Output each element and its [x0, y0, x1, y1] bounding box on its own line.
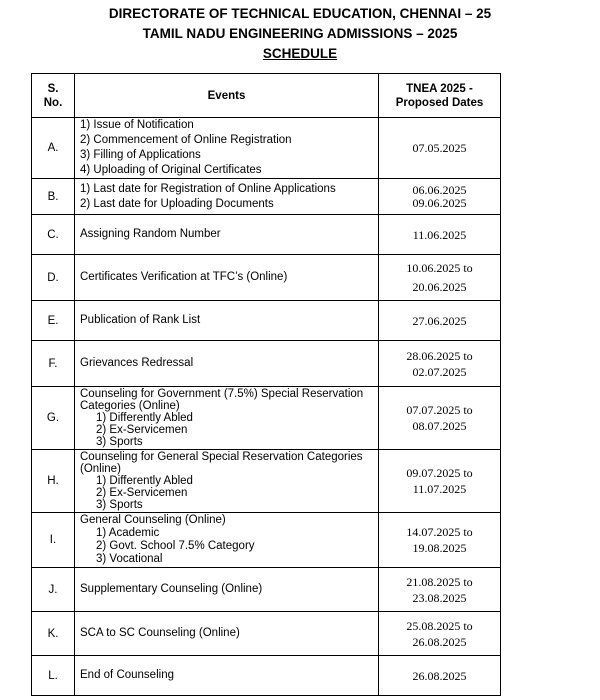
- date-line: 23.08.2025: [412, 590, 467, 605]
- row-dates: [379, 215, 501, 255]
- row-events: [75, 612, 379, 656]
- event-line: 2) Ex-Servicemen: [96, 424, 188, 436]
- event-line: 2) Ex-Servicemen: [96, 487, 188, 499]
- table-row: [32, 179, 501, 215]
- event-line: 3) Sports: [96, 436, 143, 448]
- event-line: Publication of Rank List: [80, 314, 201, 327]
- row-dates: [379, 255, 501, 301]
- event-line: 2) Commencement of Online Registration: [80, 134, 292, 146]
- row-events: [75, 450, 379, 513]
- row-sno: E.: [32, 301, 75, 341]
- row-dates: [379, 301, 501, 341]
- row-sno: F.: [32, 341, 75, 387]
- event-line: SCA to SC Counseling (Online): [80, 627, 240, 640]
- date-line: 09.06.2025: [412, 195, 467, 210]
- table-row: [32, 568, 501, 612]
- row-events: [75, 513, 379, 568]
- row-events: [75, 255, 379, 301]
- dates-header: [379, 74, 501, 118]
- date-line: 02.07.2025: [412, 364, 467, 379]
- event-line: 2) Govt. School 7.5% Category: [96, 540, 255, 552]
- row-dates: [379, 450, 501, 513]
- sno-header-line-1: S.: [47, 82, 59, 95]
- date-line: 19.08.2025: [412, 541, 467, 555]
- event-line: 2) Last date for Uploading Documents: [80, 197, 274, 210]
- events-header-label: Events: [207, 89, 246, 102]
- date-line: 08.07.2025: [412, 419, 467, 433]
- date-line: 27.06.2025: [412, 313, 467, 328]
- table-row: [32, 215, 501, 255]
- date-line: 10.06.2025 to: [406, 260, 473, 275]
- row-dates: [379, 387, 501, 450]
- event-line: Certificates Verification at TFC’s (Online): [80, 271, 288, 284]
- row-events: [75, 179, 379, 215]
- row-sno: D.: [32, 255, 75, 301]
- header-line-2: TAMIL NADU ENGINEERING ADMISSIONS – 2025: [142, 26, 458, 41]
- event-line: 1) Differently Abled: [96, 412, 193, 424]
- event-line: 1) Differently Abled: [96, 475, 193, 487]
- row-dates: [379, 179, 501, 215]
- table-row: [32, 450, 501, 513]
- date-line: 09.07.2025 to: [406, 466, 473, 480]
- row-dates: [379, 656, 501, 696]
- row-sno: H.: [32, 450, 75, 513]
- date-line: 20.06.2025: [412, 279, 467, 294]
- event-line: 3) Filling of Applications: [80, 149, 201, 161]
- table-row: [32, 341, 501, 387]
- row-sno: B.: [32, 179, 75, 215]
- date-line: 06.06.2025: [412, 182, 467, 197]
- event-line: Supplementary Counseling (Online): [80, 583, 263, 596]
- event-line: 3) Sports: [96, 499, 143, 511]
- event-line: 1) Issue of Notification: [80, 119, 194, 131]
- event-line: Categories (Online): [80, 400, 180, 412]
- row-sno: A.: [32, 118, 75, 179]
- row-sno: K.: [32, 612, 75, 656]
- table-header-row: [32, 74, 501, 118]
- row-events: [75, 215, 379, 255]
- event-line: Counseling for Government (7.5%) Special Reservation: [80, 388, 364, 400]
- schedule-title: SCHEDULE: [262, 46, 338, 61]
- row-events: [75, 301, 379, 341]
- row-dates: [379, 341, 501, 387]
- row-dates: [379, 513, 501, 568]
- row-dates: [379, 118, 501, 179]
- event-line: 1) Last date for Registration of Online Applications: [80, 182, 336, 195]
- row-dates: [379, 612, 501, 656]
- date-line: 28.06.2025 to: [406, 348, 473, 363]
- table-row: [32, 513, 501, 568]
- sno-header-line-2: No.: [43, 96, 63, 109]
- date-line: 26.08.2025: [412, 668, 467, 683]
- row-events: [75, 118, 379, 179]
- row-sno: J.: [32, 568, 75, 612]
- event-line: 1) Academic: [96, 527, 160, 539]
- event-line: General Counseling (Online): [80, 514, 226, 526]
- date-line: 21.08.2025 to: [406, 574, 473, 589]
- event-line: Grievances Redressal: [80, 357, 194, 370]
- dates-header-line-2: Proposed Dates: [395, 96, 484, 109]
- row-sno: I.: [32, 513, 75, 568]
- event-line: (Online): [80, 463, 121, 475]
- table-row: [32, 387, 501, 450]
- date-line: 14.07.2025 to: [406, 525, 473, 539]
- date-line: 25.08.2025 to: [406, 618, 473, 633]
- header-line-1: DIRECTORATE OF TECHNICAL EDUCATION, CHENNAI – 25: [108, 6, 492, 21]
- schedule-table: [31, 73, 501, 696]
- row-events: [75, 656, 379, 696]
- event-line: Assigning Random Number: [80, 228, 221, 241]
- dates-header-line-1: TNEA 2025 -: [406, 82, 473, 95]
- date-line: 07.05.2025: [412, 141, 467, 155]
- table-row: [32, 656, 501, 696]
- row-events: [75, 568, 379, 612]
- date-line: 26.08.2025: [412, 634, 467, 649]
- date-line: 07.07.2025 to: [406, 403, 473, 417]
- table-row: [32, 301, 501, 341]
- table-row: [32, 118, 501, 179]
- table-row: [32, 255, 501, 301]
- row-events: [75, 387, 379, 450]
- row-events: [75, 341, 379, 387]
- row-dates: [379, 568, 501, 612]
- date-line: 11.06.2025: [412, 227, 467, 242]
- table-row: [32, 612, 501, 656]
- date-line: 11.07.2025: [412, 482, 467, 496]
- event-line: 3) Vocational: [96, 553, 163, 565]
- event-line: 4) Uploading of Original Certificates: [80, 164, 262, 176]
- event-line: Counseling for General Special Reservation Categories: [80, 451, 363, 463]
- row-sno: C.: [32, 215, 75, 255]
- events-header: [75, 74, 379, 118]
- row-sno: L.: [32, 656, 75, 696]
- event-line: End of Counseling: [80, 669, 174, 682]
- row-sno: G.: [32, 387, 75, 450]
- sno-header: [32, 74, 75, 118]
